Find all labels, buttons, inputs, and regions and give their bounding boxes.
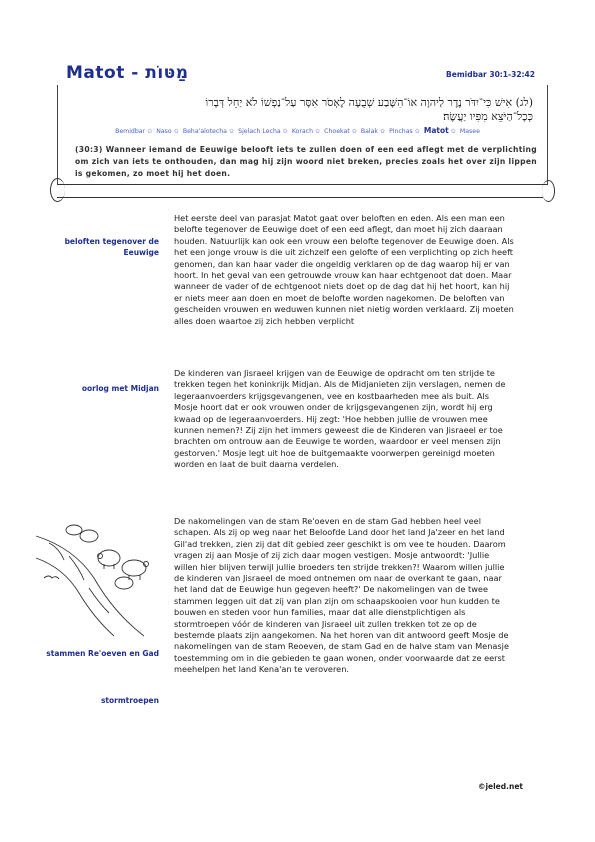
paragraph-oorlog-midjan: De kinderen van Jisraeel krijgen van de Eeuwige de opdracht om ten strijde te trekken tegen het koninkrijk Midjan. Als de Midjanieten zijn verslagen, nemen de legeraanvoerders krijgsgevangenen, vee en kostbaarheden mee als buit. Als Mosje hoort dat er ook vrouwen onder de krijgsgevangenen zijn, wordt hij erg kwaad op de legeraanvoerders. Hij zegt: 'Hoe hebben jullie de vrouwen mee kunnen nemen?! Zij zijn het immers geweest die de Kinderen van Jisraeel er toe brachten om ontrouw aan de Eeuwige te worden, waardoor er veel mensen zijn gestorven.' Mosje legt uit hoe de buitgemaakte voorwerpen gereinigd moeten worden en laat de buit daarna verdelen. <box>174 368 506 470</box>
paragraph-beloften: Het eerste deel van parasjat Matot gaat over beloften en eden. Als een man een belofte tegenover de Eeuwige doet of een eed aflegt, dan moet hij zich daaraan houden. Natuurlijk kan ook een vrouw een belofte tegenover de Eeuwige doen. Als het een jonge vrouw is die uit zichzelf een gelofte of een verplichting op zich heeft genomen, dan kan haar vader die ongeldig verklaren op de dag waarop hij er van hoort. In het geval van een getrouwde vrouw kan haar echtgenoot dat doen. Maar wanneer de vader of de echtgenoot niets doet op de dag dat hij het hoort, kan hij er niets meer aan doen en moet de belofte worden nagekomen. De beloften van gescheiden vrouwen en weduwen kunnen niet nietig worden verklaard. Zij moeten alles doen waartoe zij zich hebben verplicht <box>174 213 514 326</box>
scroll-curl-right <box>542 180 555 202</box>
hebrew-line-2: כְּכָל־הַיֹּצֵא מִפִּיו יַעֲשֶׂה׃ <box>443 110 533 123</box>
nav-sjelach-lecha[interactable]: Sjelach Lecha <box>238 128 281 135</box>
page-title: Matot - מַטּוֹת <box>66 63 189 83</box>
hebrew-line-1: (לג) אִישׁ כִּי־יִדֹּר נֶדֶר לַיהוָה אוֹ־הִשָּׁבַע שְׁבֻעָה לֶאְסֹר אִסָּר עַל־נַפְשׁוֹ לֹא יַחֵל דְּבָרוֹ <box>205 96 533 109</box>
parasha-reference: Bemidbar 30:1-32:42 <box>446 70 535 79</box>
nav-separator: ✩ <box>380 128 386 135</box>
scroll-curl-left <box>50 178 65 202</box>
nav-separator: ✩ <box>228 128 235 135</box>
copyright-footer: ©jeled.net <box>477 782 523 791</box>
nav-behaalotecha[interactable]: Beha'alotecha <box>182 128 227 135</box>
hebrew-verse <box>93 96 533 124</box>
parasha-nav <box>60 126 535 135</box>
nav-separator: ✩ <box>450 128 456 135</box>
heading-oorlog-midjan: oorlog met Midjan <box>81 384 159 393</box>
nav-korach[interactable]: Korach <box>291 128 314 135</box>
nav-balak[interactable]: Balak <box>360 128 378 135</box>
heading-stormtroepen: stormtroepen <box>100 696 159 705</box>
heading-beloften: beloften tegenover de Eeuwige <box>64 237 159 257</box>
nav-pinchas[interactable]: Pinchas <box>389 128 413 135</box>
nav-masee[interactable]: Masee <box>459 128 480 135</box>
nav-bemidbar[interactable]: Bemidbar <box>115 128 146 135</box>
heading-stammen: stammen Re'oeven en Gad <box>46 649 159 658</box>
nav-separator: ✩ <box>147 128 153 135</box>
nav-naso[interactable]: Naso <box>156 128 172 135</box>
nav-separator: ✩ <box>315 128 321 135</box>
sheep-hillside-illustration <box>34 518 164 638</box>
verse-translation: (30:3) Wanneer iemand de Eeuwige belooft iets te zullen doen of een eed aflegt met de verplichting om zich van iets te onthouden, dan mag hij zijn woord niet breken, precies zoals het over zijn lippen is gekomen, zo moet hij het doen. <box>75 145 537 178</box>
nav-choekat[interactable]: Choekat <box>324 128 350 135</box>
nav-matot-current: Matot <box>423 126 449 135</box>
scroll-bottom-edge <box>57 197 543 198</box>
nav-separator: ✩ <box>173 128 179 135</box>
nav-separator: ✩ <box>414 128 420 135</box>
nav-separator: ✩ <box>282 128 288 135</box>
paragraph-stammen: De nakomelingen van de stam Re'oeven en de stam Gad hebben heel veel schapen. Als zij op weg naar het Beloofde Land door het land Ja'zeer en het land Gil'ad trekken, zien zij dat dit gebied zeer geschikt is om vee te houden. Daarom vragen zij aan Mosje of zij zich daar mogen vestigen. Mosje antwoordt: 'Jullie willen hier blijven terwijl jullie broeders ten strijde trekken?! Waarom willen jullie de kinderen van Jisraeel de moed ontnemen om naar de overkant te gaan, naar het land dat de Eeuwige hun gegeven heeft?' De nakomelingen van de twee stammen leggen uit dat zij van plan zijn om schaapskooien voor hun kudden te bouwen en steden voor hun families, maar dat alle dienstplichtigen als stormtroepen vóór de kinderen van Jisraeel uit zullen trekken tot ze op de bestemde plaats zijn aangekomen. Na het horen van dit antwoord geeft Mosje de nakomelingen van de stam Reoeven, de stam Gad en de halve stam van Menasje toestemming om in die gebieden te gaan wonen, onder voorwaarde dat ze eerst meehelpen het land Kena'an te veroveren. <box>174 516 509 675</box>
nav-separator: ✩ <box>351 128 357 135</box>
